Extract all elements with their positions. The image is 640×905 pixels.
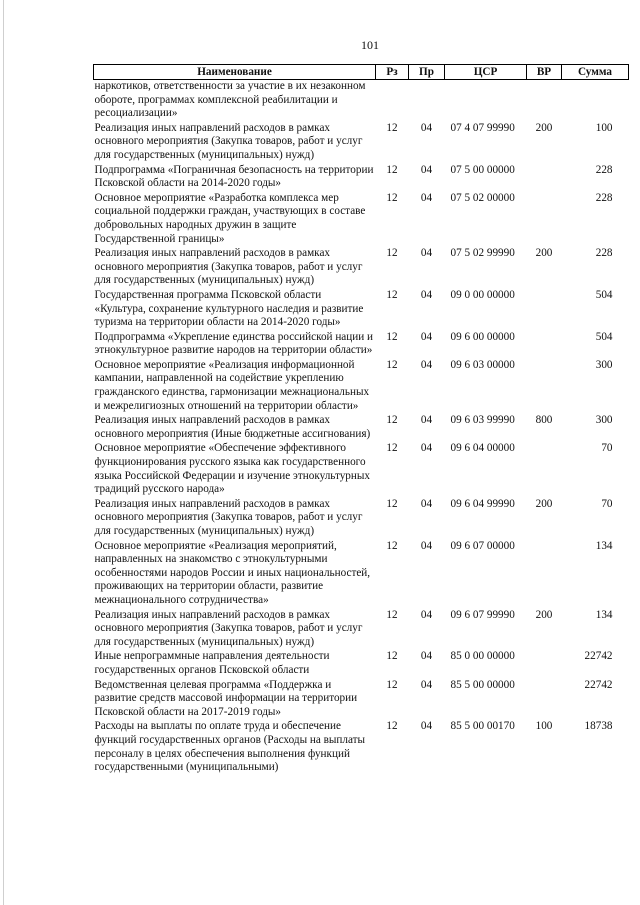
cell-vr bbox=[527, 679, 562, 721]
table-row bbox=[94, 540, 629, 609]
cell-vr: 200 bbox=[535, 121, 553, 134]
cell-vr: 100 bbox=[535, 720, 553, 733]
cell-pr: 04 bbox=[420, 247, 433, 260]
cell-rz: 12 bbox=[386, 247, 398, 260]
cell-name: Иные непрограммные направления деятельности государственных органов Псковской области bbox=[94, 650, 330, 676]
cell-csr: 07 5 00 00000 bbox=[450, 163, 515, 176]
cell-rz: 12 bbox=[386, 720, 398, 733]
table-row bbox=[94, 679, 629, 721]
cell-csr: 09 6 03 99990 bbox=[450, 414, 515, 427]
cell-rz: 12 bbox=[386, 442, 398, 455]
cell-rz: 12 bbox=[386, 358, 398, 371]
cell-vr: 200 bbox=[535, 608, 553, 621]
cell-csr: 07 5 02 99990 bbox=[450, 247, 515, 260]
cell-csr: 09 6 03 00000 bbox=[450, 358, 515, 371]
cell-name: Государственная программа Псковской области «Культура, сохранение культурного наследия и развитие туризма на территории области на 2014-2020 годы» bbox=[94, 288, 364, 329]
table-row bbox=[94, 289, 629, 331]
cell-name: Основное мероприятие «Обеспечение эффективного функционирования русского языка как государственного языка Российской Федерации и изучение этнокультурных традиций русского народа» bbox=[94, 442, 370, 496]
scan-edge-line bbox=[3, 0, 4, 905]
cell-sum: 134 bbox=[595, 608, 613, 621]
cell-vr bbox=[527, 442, 562, 497]
cell-pr: 04 bbox=[420, 358, 433, 371]
header-sum: Сумма bbox=[562, 65, 629, 80]
page-number: 101 bbox=[361, 38, 379, 52]
table-row bbox=[94, 247, 629, 289]
cell-name: Реализация иных направлений расходов в рамках основного мероприятия (Закупка товаров, работ и услуг для государственных (муниципальных) нужд) bbox=[94, 608, 363, 648]
table-row bbox=[94, 498, 629, 540]
cell-sum: 22742 bbox=[584, 650, 613, 663]
cell-sum: 300 bbox=[595, 414, 613, 427]
cell-rz: 12 bbox=[386, 330, 398, 343]
cell-rz bbox=[376, 80, 409, 122]
header-vr: ВР bbox=[527, 65, 562, 80]
cell-csr: 85 5 00 00170 bbox=[450, 720, 515, 733]
cell-sum: 100 bbox=[595, 121, 613, 134]
cell-sum: 134 bbox=[595, 539, 613, 552]
cell-name: Ведомственная целевая программа «Поддержка и развитие средств массовой информации на территории Псковской области на 2017-2019 годы» bbox=[94, 678, 358, 718]
table-body bbox=[94, 80, 629, 776]
cell-sum: 18738 bbox=[584, 720, 613, 733]
cell-sum: 228 bbox=[595, 163, 613, 176]
cell-pr: 04 bbox=[420, 608, 433, 621]
cell-pr: 04 bbox=[420, 121, 433, 134]
cell-pr: 04 bbox=[420, 720, 433, 733]
cell-vr bbox=[527, 164, 562, 192]
cell-vr bbox=[527, 289, 562, 331]
cell-sum: 228 bbox=[595, 191, 613, 204]
cell-name: Подпрограмма «Укрепление единства российской нации и этнокультурное развитие народов на территории области» bbox=[94, 330, 374, 357]
cell-vr bbox=[527, 331, 562, 359]
cell-name: Реализация иных направлений расходов в рамках основного мероприятия (Закупка товаров, работ и услуг для государственных (муниципальных) нужд) bbox=[94, 247, 363, 287]
cell-name: наркотиков, ответственности за участие в их незаконном обороте, программах комплексной реабилитации и ресоциализации» bbox=[94, 80, 366, 120]
cell-rz: 12 bbox=[386, 497, 398, 510]
table-row bbox=[94, 442, 629, 497]
cell-csr: 85 5 00 00000 bbox=[450, 678, 515, 691]
cell-rz: 12 bbox=[386, 121, 398, 134]
cell-rz: 12 bbox=[386, 650, 398, 663]
cell-pr bbox=[409, 80, 445, 122]
cell-rz: 12 bbox=[386, 163, 398, 176]
cell-csr: 85 0 00 00000 bbox=[450, 650, 515, 663]
cell-name: Основное мероприятие «Реализация мероприятий, направленных на знакомство с этнокультурными особенностями народов России и иных национальностей, проживающих на территории области, развитие межнационального сотрудничества» bbox=[94, 539, 371, 606]
cell-rz: 12 bbox=[386, 191, 398, 204]
cell-name: Подпрограмма «Пограничная безопасность на территории Псковской области на 2014-2020 годы» bbox=[94, 163, 374, 190]
cell-name: Реализация иных направлений расходов в рамках основного мероприятия (Закупка товаров, работ и услуг для государственных (муниципальных) нужд) bbox=[94, 497, 363, 537]
cell-sum: 228 bbox=[595, 247, 613, 260]
header-pr: Пр bbox=[409, 65, 445, 80]
cell-vr bbox=[527, 650, 562, 678]
cell-csr: 09 6 04 00000 bbox=[450, 442, 515, 455]
cell-vr: 800 bbox=[535, 414, 553, 427]
cell-name: Основное мероприятие «Разработка комплекса мер социальной поддержки граждан, участвующих в составе добровольных народных дружин в защите Государственной границы» bbox=[94, 191, 366, 245]
cell-sum: 300 bbox=[595, 358, 613, 371]
cell-rz: 12 bbox=[386, 414, 398, 427]
cell-vr bbox=[527, 80, 562, 122]
cell-csr: 09 6 04 99990 bbox=[450, 497, 515, 510]
header-csr: ЦСР bbox=[445, 65, 527, 80]
cell-rz: 12 bbox=[386, 678, 398, 691]
cell-csr: 09 6 00 00000 bbox=[450, 330, 515, 343]
cell-csr: 09 6 07 00000 bbox=[450, 539, 515, 552]
cell-name: Реализация иных направлений расходов в рамках основного мероприятия (Закупка товаров, работ и услуг для государственных (муниципальных) нужд) bbox=[94, 121, 363, 161]
cell-vr: 200 bbox=[535, 497, 553, 510]
table-row bbox=[94, 331, 629, 359]
cell-csr bbox=[445, 80, 527, 122]
table-row bbox=[94, 164, 629, 192]
cell-pr: 04 bbox=[420, 191, 433, 204]
table-row bbox=[94, 650, 629, 678]
cell-pr: 04 bbox=[420, 539, 433, 552]
cell-pr: 04 bbox=[420, 678, 433, 691]
cell-vr bbox=[527, 192, 562, 247]
cell-sum: 504 bbox=[595, 288, 613, 301]
cell-name: Реализация иных направлений расходов в рамках основного мероприятия (Иные бюджетные ассигнования) bbox=[94, 414, 371, 440]
cell-vr: 200 bbox=[535, 247, 553, 260]
cell-rz: 12 bbox=[386, 608, 398, 621]
cell-name: Основное мероприятие «Реализация информационной кампании, направленной на содействие укреплению гражданского единства, гармонизации межнациональных и межрелигиозных отношений на территории области» bbox=[94, 358, 370, 412]
cell-vr bbox=[527, 540, 562, 609]
table-row bbox=[94, 80, 629, 122]
table-row bbox=[94, 414, 629, 442]
cell-csr: 09 0 00 00000 bbox=[450, 288, 515, 301]
cell-pr: 04 bbox=[420, 442, 433, 455]
cell-pr: 04 bbox=[420, 330, 433, 343]
table-row bbox=[94, 359, 629, 414]
cell-vr bbox=[527, 359, 562, 414]
cell-csr: 07 4 07 99990 bbox=[450, 121, 515, 134]
header-name: Наименование bbox=[94, 65, 376, 80]
cell-pr: 04 bbox=[420, 414, 433, 427]
table-header bbox=[94, 65, 629, 80]
table-row bbox=[94, 192, 629, 247]
cell-sum: 504 bbox=[595, 330, 613, 343]
header-rz: Рз bbox=[376, 65, 409, 80]
cell-pr: 04 bbox=[420, 288, 433, 301]
cell-rz: 12 bbox=[386, 288, 398, 301]
cell-pr: 04 bbox=[420, 650, 433, 663]
cell-name: Расходы на выплаты по оплате труда и обеспечение функций государственных органов (Расходы на выплаты персоналу в целях обеспечения выполнения функций государственными (муниципальными) bbox=[94, 720, 366, 774]
cell-sum bbox=[562, 80, 629, 122]
cell-pr: 04 bbox=[420, 497, 433, 510]
cell-csr: 07 5 02 00000 bbox=[450, 191, 515, 204]
cell-sum: 22742 bbox=[584, 678, 613, 691]
cell-sum: 70 bbox=[601, 442, 613, 455]
table-row bbox=[94, 122, 629, 164]
table-row bbox=[94, 609, 629, 651]
cell-rz: 12 bbox=[386, 539, 398, 552]
cell-sum: 70 bbox=[601, 497, 613, 510]
cell-pr: 04 bbox=[420, 163, 433, 176]
cell-csr: 09 6 07 99990 bbox=[450, 608, 515, 621]
table-row bbox=[94, 720, 629, 775]
budget-table bbox=[93, 64, 629, 776]
